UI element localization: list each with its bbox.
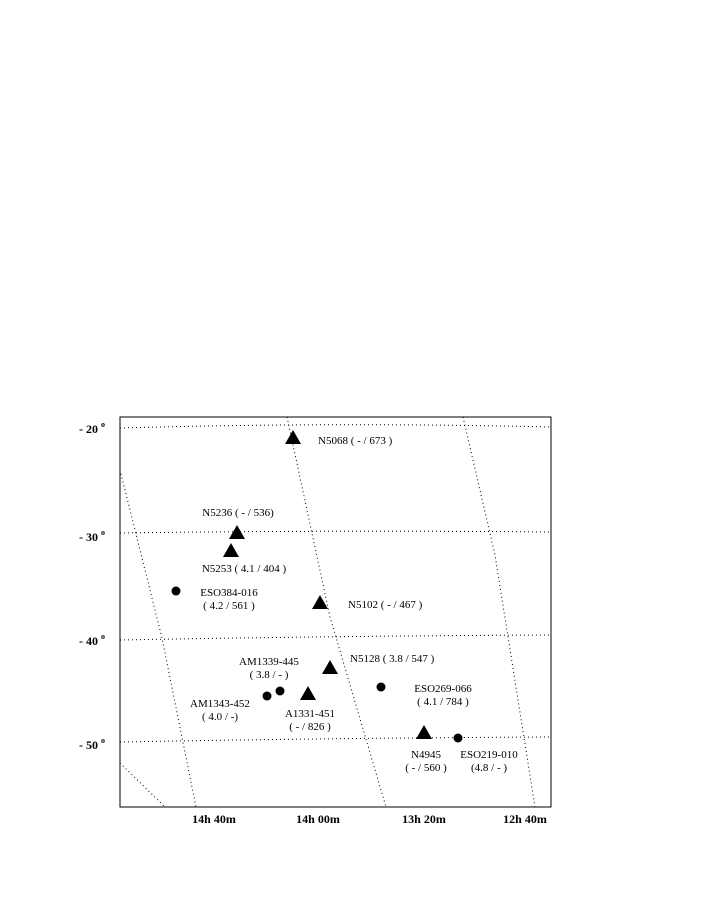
circle-marker	[454, 734, 463, 743]
point-labels	[190, 435, 518, 774]
circle-marker	[172, 587, 181, 596]
y-tick-label: - 30 $^o$	[79, 528, 105, 544]
point-label: AM1339-445	[239, 656, 299, 668]
point-label: N5236 ( - / 536)	[202, 507, 274, 519]
triangle-marker	[300, 686, 316, 700]
point-label: ESO219-010	[460, 749, 518, 761]
y-tick-label: - 50 $^o$	[79, 736, 105, 752]
point-label: N5068 ( - / 673 )	[318, 435, 393, 447]
point-label: ( - / 560 )	[405, 762, 447, 774]
y-tick-label: - 20 $^o$	[79, 420, 105, 436]
point-label: ( - / 826 )	[289, 721, 331, 733]
point-label: AM1343-452	[190, 698, 250, 710]
x-tick-labels	[192, 812, 547, 826]
point-label: N5128 ( 3.8 / 547 )	[350, 653, 435, 665]
triangle-marker	[285, 430, 301, 444]
x-tick-label: 12h 40m	[503, 812, 547, 826]
triangle-marker	[322, 660, 338, 674]
grid-ra-corner	[120, 763, 165, 807]
grid-ra-1400	[284, 417, 386, 807]
grid-dec-50	[120, 737, 551, 742]
point-label: ( 4.1 / 784 )	[417, 696, 469, 708]
circle-marker	[263, 692, 272, 701]
grid-ra-1440	[119, 466, 196, 807]
point-label: ESO384-016	[200, 587, 258, 599]
point-label: ( 4.0 / -)	[201, 711, 239, 723]
grid-dec-20	[120, 425, 551, 428]
point-label: ESO269-066	[414, 683, 472, 695]
point-label: N5102 ( - / 467 )	[348, 599, 423, 611]
triangle-marker	[416, 725, 432, 739]
x-tick-label: 13h 20m	[402, 812, 446, 826]
y-tick-labels	[79, 420, 105, 752]
triangle-marker	[223, 543, 239, 557]
triangle-marker	[229, 525, 245, 539]
point-label: ( 4.2 / 561 )	[203, 600, 255, 612]
x-tick-label: 14h 00m	[296, 812, 340, 826]
point-label: N4945	[411, 749, 441, 761]
circle-marker	[276, 687, 285, 696]
point-label: A1331-451	[284, 708, 336, 720]
point-label: (4.8 / - )	[470, 762, 508, 774]
grid-dec-30	[120, 531, 551, 533]
x-tick-label: 14h 40m	[192, 812, 236, 826]
point-label: N5253 ( 4.1 / 404 )	[201, 563, 287, 575]
point-label: ( 3.8 / - )	[249, 669, 289, 681]
circle-marker	[377, 683, 386, 692]
y-tick-label: - 40 $^o$	[79, 632, 105, 648]
